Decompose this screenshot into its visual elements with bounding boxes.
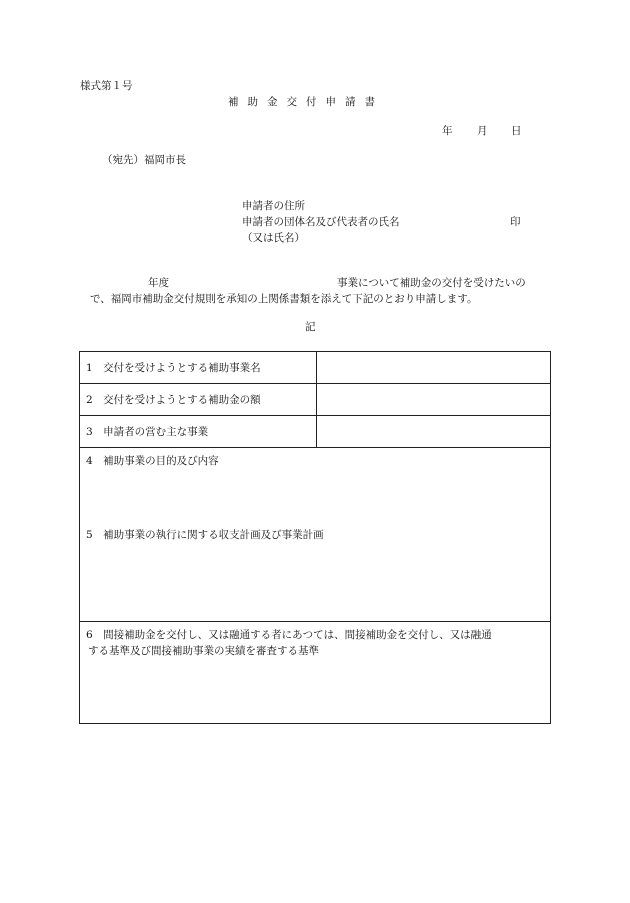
date-month-label: 月: [477, 125, 488, 137]
applicant-alt-name-label: （又は氏名）: [242, 232, 305, 244]
table-row: [80, 384, 551, 416]
date-day-label: 日: [511, 125, 522, 137]
item-6-label-line-1: 6 間接補助金を交付し、又は融通する者にあつては、間接補助金を交付し、又は融通: [86, 629, 492, 641]
table-row: [80, 622, 551, 724]
addressee: （宛先）福岡市長: [102, 154, 186, 166]
item-6-field[interactable]: [80, 622, 551, 724]
item-3-label-cell: [80, 416, 317, 448]
ki-heading: 記: [305, 321, 316, 333]
item-3-value-field[interactable]: [317, 416, 551, 448]
date-year-label: 年: [442, 125, 453, 137]
form-number: 様式第１号: [80, 80, 133, 92]
seal-mark: 印: [510, 216, 521, 228]
items-table: [79, 351, 551, 724]
item-2-label: 2 交付を受けようとする補助金の額: [86, 394, 261, 406]
body-text-line-1: 事業について補助金の交付を受けたいの: [337, 277, 526, 289]
item-2-label-cell: [80, 384, 317, 416]
table-row: [80, 352, 551, 384]
item-1-label: 1 交付を受けようとする補助事業名: [86, 362, 261, 374]
item-1-value-field[interactable]: [317, 352, 551, 384]
body-year-label: 年度: [148, 277, 169, 289]
body-text-line-2: で、福岡市補助金交付規則を承知の上関係書類を添えて下記のとおり申請します。: [90, 293, 478, 305]
item-5-label: 5 補助事業の執行に関する収支計画及び事業計画: [86, 529, 324, 541]
item-4-label: 4 補助事業の目的及び内容: [86, 455, 219, 467]
document-title: 補助金交付申請書: [228, 96, 384, 108]
item-3-label: 3 申請者の営む主な事業: [86, 426, 209, 438]
table-row: [80, 416, 551, 448]
item-4-5-field[interactable]: [80, 448, 551, 622]
item-1-label-cell: [80, 352, 317, 384]
applicant-name-label: 申請者の団体名及び代表者の氏名: [242, 216, 400, 228]
table-row: [80, 448, 551, 622]
item-6-label-line-2: する基準及び間接補助事業の実績を審査する基準: [88, 645, 319, 657]
item-2-value-field[interactable]: [317, 384, 551, 416]
applicant-address-label: 申請者の住所: [242, 200, 305, 212]
